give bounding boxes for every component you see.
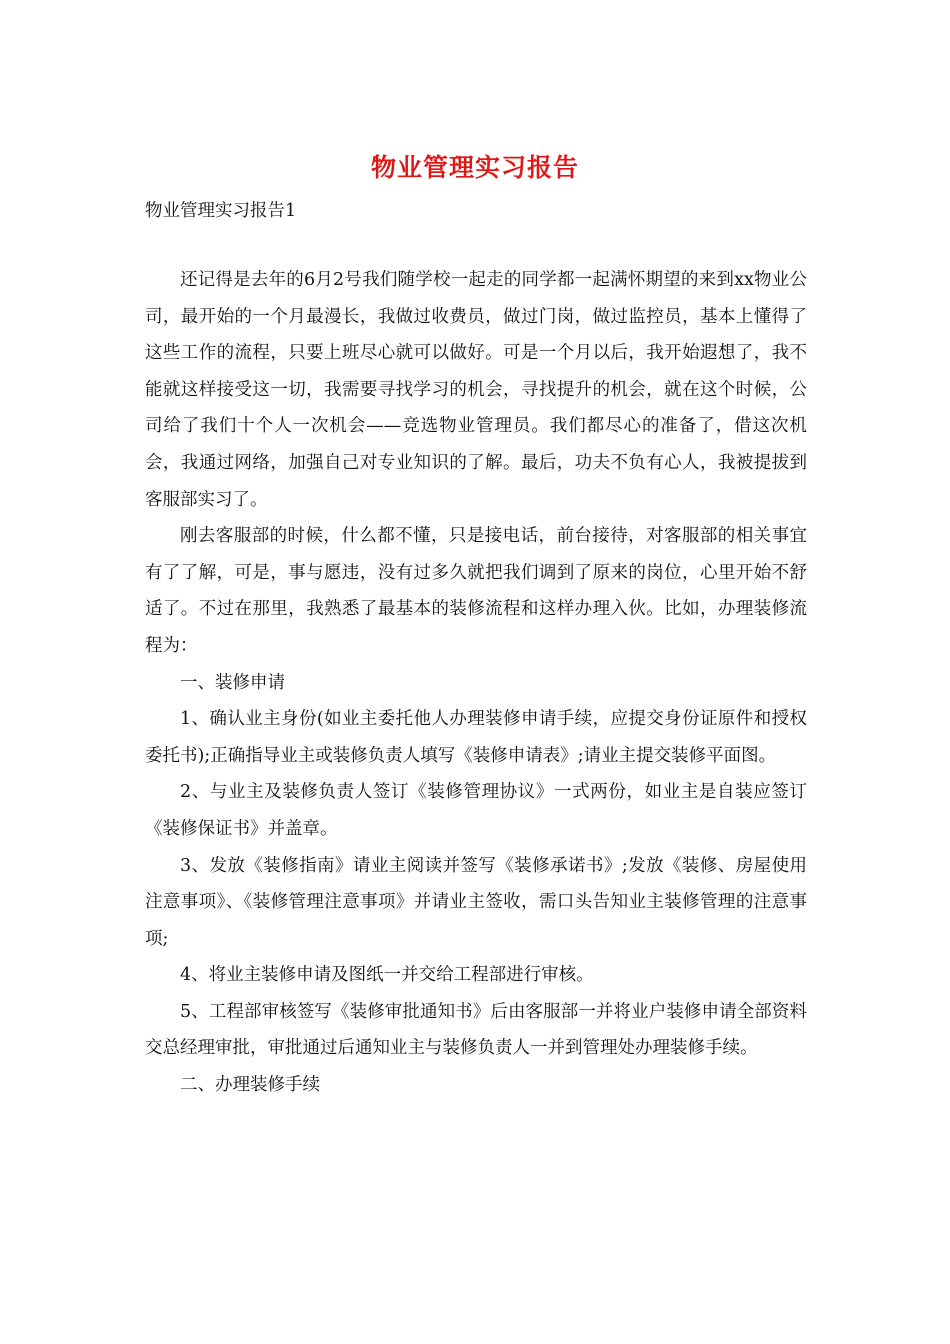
paragraph: 还记得是去年的6月2号我们随学校一起走的同学都一起满怀期望的来到xx物业公司，最开始的一个月最漫长，我做过收费员，做过门岗，做过监控员，基本上懂得了这些工作的流程，只要上班尽心就可以做好。可是一个月以后，我开始遐想了，我不能就这样接受这一切，我需要寻找学习的机会，寻找提升的机会，就在这个时候，公司给了我们十个人一次机会——竞选物业管理员。我们都尽心的准备了，借这次机会，我通过网络，加强自己对专业知识的了解。最后，功夫不负有心人，我被提拔到客服部实习了。 <box>145 270 807 510</box>
list-item: 4、将业主装修申请及图纸一并交给工程部进行审核。 <box>180 965 594 986</box>
list-item: 5、工程部审核签写《装修审批通知书》后由客服部一并将业户装修申请全部资料交总经理审批，审批通过后通知业主与装修负责人一并到管理处办理装修手续。 <box>145 1001 807 1059</box>
paragraph: 刚去客服部的时候，什么都不懂，只是接电话，前台接待，对客服部的相关事宜有了了解，可是，事与愿违，没有过多久就把我们调到了原来的岗位，心里开始不舒适了。不过在那里，我熟悉了最基本的装修流程和这样办理入伙。比如，办理装修流程为： <box>145 526 807 656</box>
document-subtitle: 物业管理实习报告1 <box>145 201 297 221</box>
list-item: 2、与业主及装修负责人签订《装修管理协议》一式两份，如业主是自装应签订《装修保证书》并盖章。 <box>145 782 807 839</box>
list-item: 1、确认业主身份(如业主委托他人办理装修申请手续，应提交身份证原件和授权委托书);正确指导业主或装修负责人填写《装修申请表》;请业主提交装修平面图。 <box>145 709 807 766</box>
list-item: 3、发放《装修指南》请业主阅读并签写《装修承诺书》;发放《装修、房屋使用注意事项》、《装修管理注意事项》并请业主签收，需口头告知业主装修管理的注意事项; <box>145 855 807 949</box>
section-heading: 二、办理装修手续 <box>180 1075 320 1096</box>
document-body <box>145 262 807 1104</box>
document-title: 物业管理实习报告 <box>370 153 579 182</box>
section-heading: 一、装修申请 <box>180 672 285 693</box>
